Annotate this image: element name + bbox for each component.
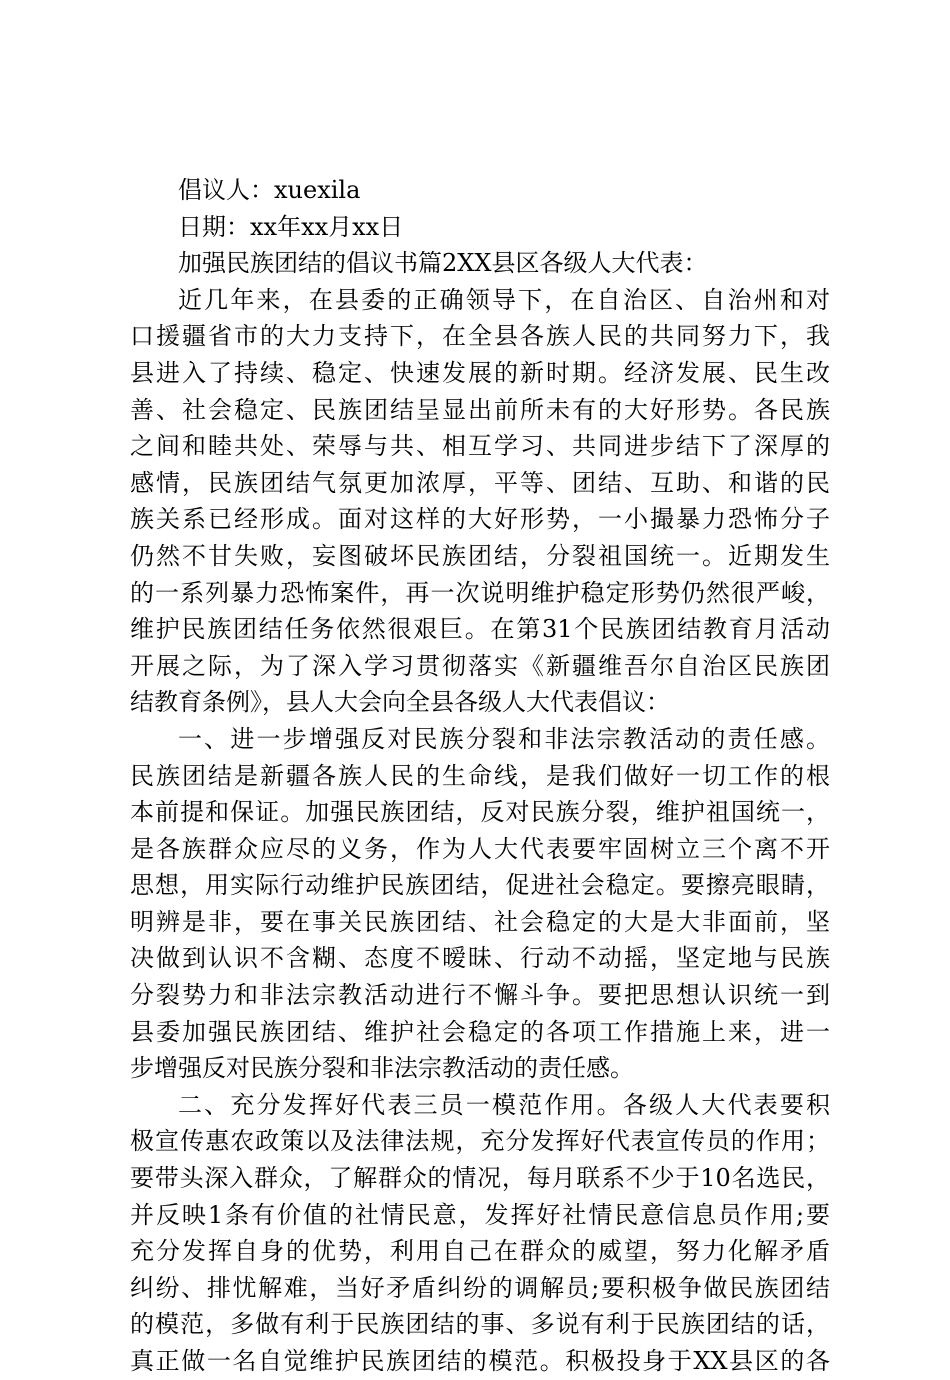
text-line: 加强民族团结的倡议书篇2XX县区各级人大代表： (178, 249, 708, 278)
text-line: 开展之际，为了深入学习贯彻落实《新疆维吾尔自治区民族团 (130, 651, 830, 680)
text-line: 仍然不甘失败，妄图破坏民族团结，分裂祖国统一。近期发生 (130, 541, 830, 570)
text-line: 的模范，多做有利于民族团结的事、多说有利于民族团结的话， (130, 1310, 830, 1339)
text-line: 维护民族团结任务依然很艰巨。在第31个民族团结教育月活动 (130, 615, 830, 644)
text-line: 之间和睦共处、荣辱与共、相互学习、共同进步结下了深厚的 (130, 432, 830, 461)
text-line: 充分发挥自身的优势，利用自己在群众的威望，努力化解矛盾 (130, 1237, 830, 1266)
text-line: 二、充分发挥好代表三员一模范作用。各级人大代表要积 (178, 1090, 830, 1119)
text-line: 口援疆省市的大力支持下，在全县各族人民的共同努力下，我 (130, 322, 830, 351)
text-line: 真正做一名自觉维护民族团结的模范。积极投身于XX县区的各 (130, 1347, 830, 1375)
text-line: 分裂势力和非法宗教活动进行不懈斗争。要把思想认识统一到 (130, 981, 830, 1010)
text-line: 日期：xx年xx月xx日 (178, 212, 404, 241)
text-line: 决做到认识不含糊、态度不暧昧、行动不动摇，坚定地与民族 (130, 944, 830, 973)
text-line: 极宣传惠农政策以及法律法规，充分发挥好代表宣传员的作用； (130, 1127, 830, 1156)
text-line: 纠纷、排忧解难，当好矛盾纠纷的调解员;要积极争做民族团结 (130, 1273, 830, 1302)
text-line: 县委加强民族团结、维护社会稳定的各项工作措施上来，进一 (130, 1017, 830, 1046)
text-line: 善、社会稳定、民族团结呈显出前所未有的大好形势。各民族 (130, 395, 830, 424)
text-line: 倡议人：xuexila (178, 176, 361, 204)
text-line: 本前提和保证。加强民族团结，反对民族分裂，维护祖国统一， (130, 798, 830, 827)
text-line: 结教育条例》，县人大会向全县各级人大代表倡议： (130, 688, 670, 717)
text-line: 步增强反对民族分裂和非法宗教活动的责任感。 (130, 1054, 634, 1083)
text-line: 要带头深入群众，了解群众的情况，每月联系不少于10名选民， (130, 1164, 830, 1193)
text-line: 族关系已经形成。面对这样的大好形势，一小撮暴力恐怖分子 (130, 505, 830, 534)
text-line: 感情，民族团结气氛更加浓厚，平等、团结、互助、和谐的民 (130, 468, 830, 497)
text-line: 近几年来，在县委的正确领导下，在自治区、自治州和对 (178, 285, 830, 314)
text-line: 的一系列暴力恐怖案件，再一次说明维护稳定形势仍然很严峻， (130, 578, 830, 607)
text-line: 是各族群众应尽的义务，作为人大代表要牢固树立三个离不开 (130, 834, 830, 863)
text-line: 并反映1条有价值的社情民意，发挥好社情民意信息员作用;要 (130, 1200, 830, 1229)
text-line: 县进入了持续、稳定、快速发展的新时期。经济发展、民生改 (130, 358, 830, 387)
text-line: 明辨是非，要在事关民族团结、社会稳定的大是大非面前，坚 (130, 907, 830, 936)
text-line: 思想，用实际行动维护民族团结，促进社会稳定。要擦亮眼睛， (130, 871, 830, 900)
document-body (130, 172, 830, 1380)
text-line: 一、进一步增强反对民族分裂和非法宗教活动的责任感。 (178, 724, 830, 753)
text-line: 民族团结是新疆各族人民的生命线，是我们做好一切工作的根 (130, 761, 830, 790)
